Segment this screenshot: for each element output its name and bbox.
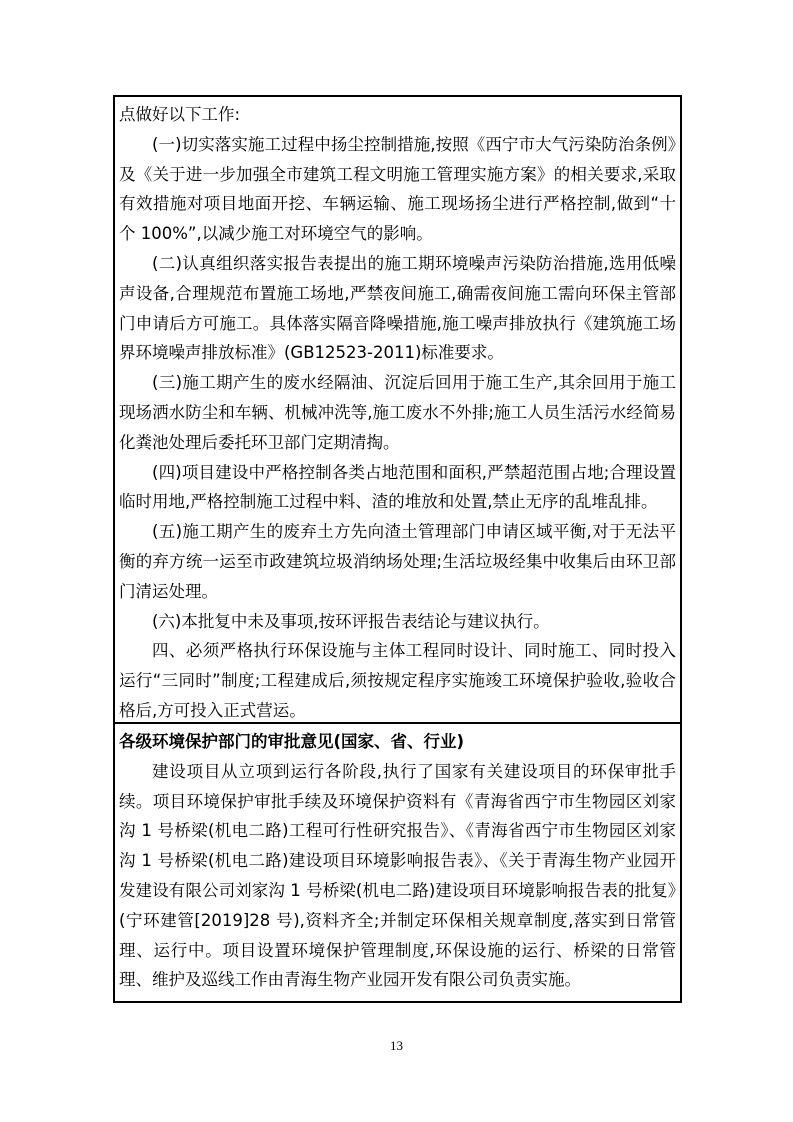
paragraph-measure-3: (三)施工期产生的废水经隔油、沉淀后回用于施工生产,其余回用于施工现场洒水防尘和车辆、机械冲洗等,施工废水不外排;施工人员生活污水经简易化粪池处理后委托环卫部门定期清掏。 <box>119 373 676 452</box>
table-cell-construction-measures <box>115 97 680 724</box>
paragraph-measure-4: (四)项目建设中严格控制各类占地范围和面积,严禁超范围占地;合理设置临时用地,严格控制施工过程中料、渣的堆放和处置,禁止无序的乱堆乱排。 <box>119 462 676 512</box>
table-cell-approval-opinions <box>115 724 680 1001</box>
approval-document-table <box>113 95 682 1003</box>
paragraph-measure-6: (六)本批复中未及事项,按环评报告表结论与建议执行。 <box>152 611 550 631</box>
paragraph-approval-body: 建设项目从立项到运行各阶段,执行了国家有关建设项目的环保审批手续。项目环境保护审批手续及环境保护资料有《青海省西宁市生物园区刘家沟 1 号桥梁(机电二路)工程可行性研究报告》、《青海省西宁市生物园区刘家沟 1 号桥梁(机电二路)建设项目环境影响报告表》、《关于青海生物产业园开发建设有限公司刘家沟 1 号桥梁(机电二路)建设项目环境影响报告表的批复》(宁环建管[2019]28 号),资料齐全;并制定环保相关规章制度,落实到日常管理、运行中。项目设置环境保护管理制度,环保设施的运行、桥梁的日常管理、维护及巡线工作由青海生物产业园开发有限公司负责实施。 <box>119 761 676 990</box>
lead-line: 点做好以下工作: <box>119 105 241 124</box>
paragraph-measure-1: (一)切实落实施工过程中扬尘控制措施,按照《西宁市大气污染防治条例》及《关于进一步加强全市建筑工程文明施工管理实施方案》的相关要求,采取有效措施对项目地面开挖、车辆运输、施工现场扬尘进行严格控制,做到“十个 100%”,以减少施工对环境空气的影响。 <box>119 134 676 244</box>
page-number: 13 <box>390 1038 403 1053</box>
paragraph-item-four: 四、必须严格执行环保设施与主体工程同时设计、同时施工、同时投入运行“三同时”制度;工程建成后,须按规定程序实施竣工环境保护验收,验收合格后,方可投入正式营运。 <box>119 641 676 720</box>
paragraph-measure-5: (五)施工期产生的废弃土方先向渣土管理部门申请区域平衡,对于无法平衡的弃方统一运至市政建筑垃圾消纳场处理;生活垃圾经集中收集后由环卫部门清运处理。 <box>119 522 676 601</box>
paragraph-measure-2: (二)认真组织落实报告表提出的施工期环境噪声污染防治措施,选用低噪声设备,合理规范布置施工场地,严禁夜间施工,确需夜间施工需向环保主管部门申请后方可施工。具体落实隔音降噪措施,施工噪声排放执行《建筑施工场界环境噪声排放标准》(GB12523-2011)标准要求。 <box>119 253 676 363</box>
section-header-approval-opinions: 各级环境保护部门的审批意见(国家、省、行业) <box>119 732 465 751</box>
